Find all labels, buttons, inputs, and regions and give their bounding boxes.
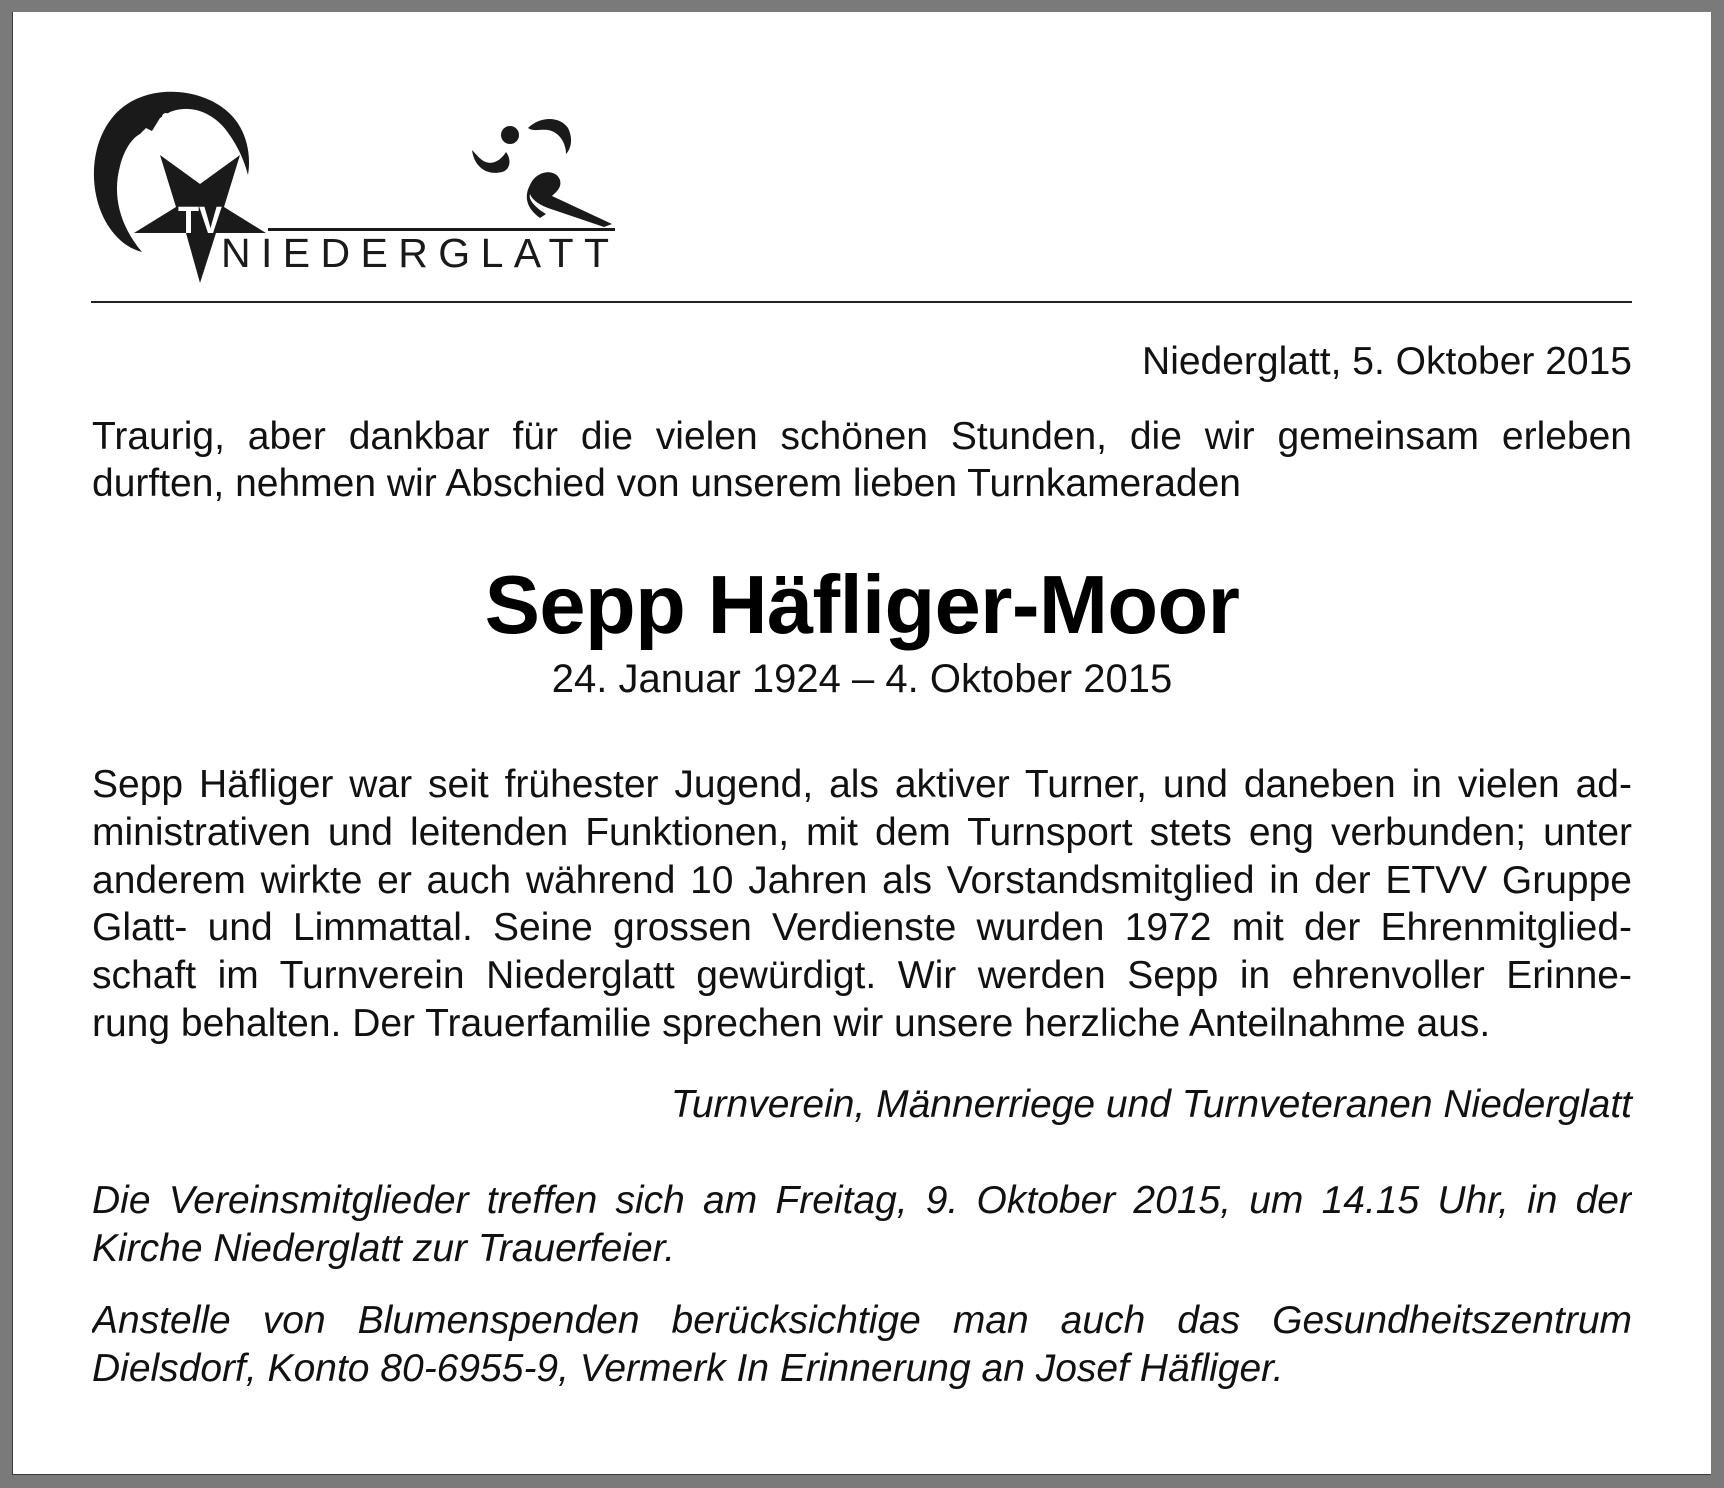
logo-abbrev: TV [178,200,223,242]
signature: Turnverein, Männerriege und Turnveteranen Niederglatt [670,1083,1632,1126]
tribute-paragraph [92,761,1632,1048]
service-notice [92,1177,1632,1273]
intro-paragraph [92,413,1632,507]
donation-notice [92,1297,1632,1393]
tribute-line: ministrativen und leitenden Funktionen, mit dem Turnsport stets eng verbunden; unter [92,810,1632,854]
notice-line: Die Vereinsmitglieder treffen sich am Freitag, 9. Oktober 2015, um 14.15 Uhr, in der [92,1179,1632,1222]
runner-icon [472,119,612,227]
intro-line: Traurig, aber dankbar für die vielen schönen Stunden, die wir gemeinsam erleben [92,415,1632,458]
tribute-line: Sepp Häfliger war seit frühester Jugend, als aktiver Turner, und daneben in vielen ad- [92,763,1632,806]
tribute-line: Glatt- und Limmattal. Seine grossen Verdienste wurden 1972 mit der Ehrenmitglied- [92,906,1632,950]
notice-line: Kirche Niederglatt zur Trauerfeier. [92,1227,676,1270]
intro-line: durften, nehmen wir Abschied von unserem lieben Turnkameraden [92,462,1241,505]
place-date: Niederglatt, 5. Oktober 2015 [1142,340,1632,383]
tribute-line: rung behalten. Der Trauerfamilie sprechen wir unsere herzliche Anteilnahme aus. [92,1001,1491,1045]
life-dates: 24. Januar 1924 – 4. Oktober 2015 [551,657,1173,701]
header-divider [91,301,1632,303]
deceased-name: Sepp Häfliger-Moor [484,558,1240,651]
club-logo [0,0,1724,300]
notice-line: Anstelle von Blumenspenden berücksichtige man auch das Gesundheitszentrum [92,1299,1632,1342]
tribute-line: schaft im Turnverein Niederglatt gewürdigt. Wir werden Sepp in ehrenvoller Erinne- [92,954,1632,998]
tribute-line: anderem wirkte er auch während 10 Jahren als Vorstandsmitglied in der ETVV Gruppe [92,858,1632,902]
notice-line: Dielsdorf, Konto 80-6955-9, Vermerk In Erinnerung an Josef Häfliger. [92,1347,1284,1390]
logo-place: NIEDERGLATT [221,230,609,276]
